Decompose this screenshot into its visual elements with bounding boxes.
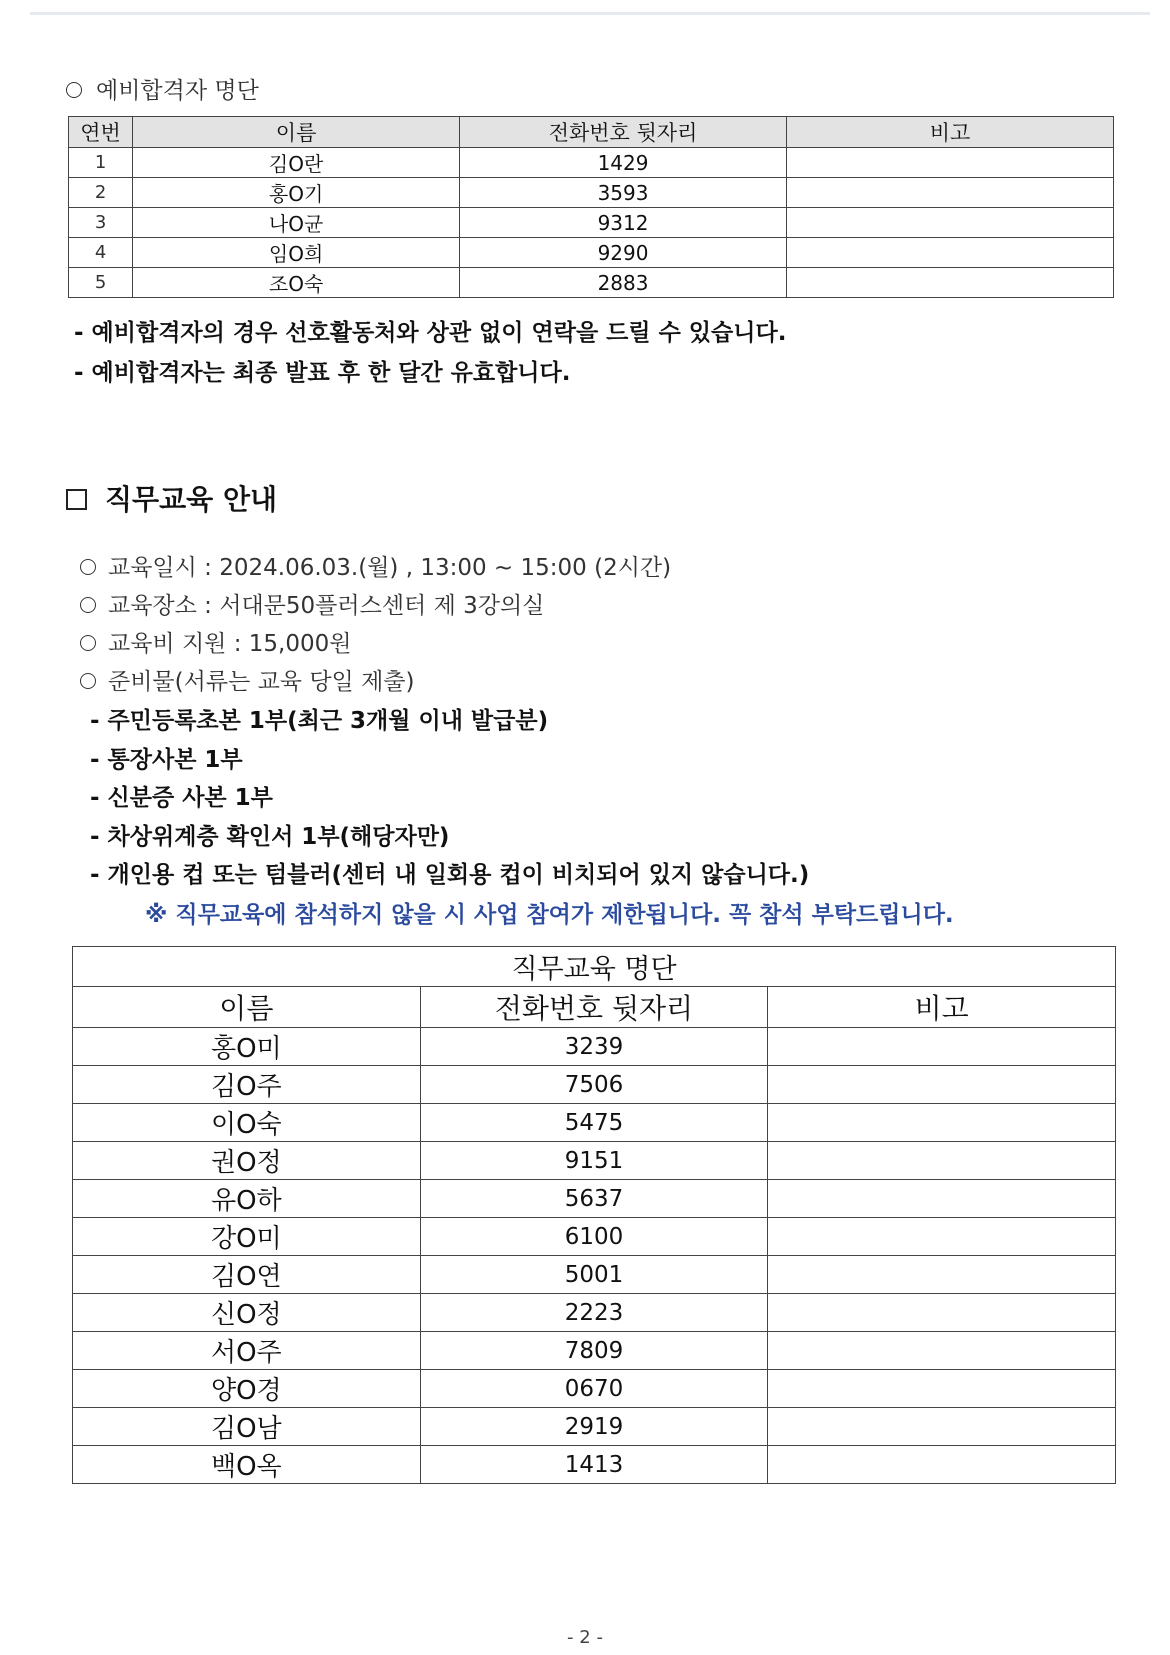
section-title-text: 직무교육 안내 <box>105 483 278 516</box>
info-item-fee <box>80 625 671 663</box>
row-phone: 3239 <box>420 1028 768 1066</box>
reserve-table-header <box>69 117 1114 148</box>
square-bullet-icon <box>66 489 87 510</box>
row-name: 조O숙 <box>133 268 460 298</box>
page-number: - 2 - <box>567 1627 603 1648</box>
column-header-phone: 전화번호 뒷자리 <box>460 117 787 148</box>
row-note <box>768 1180 1116 1218</box>
row-phone: 9312 <box>460 208 787 238</box>
column-header-note: 비고 <box>787 117 1114 148</box>
training-table <box>72 946 1116 1484</box>
row-note <box>768 1104 1116 1142</box>
row-name: 이O숙 <box>73 1104 421 1142</box>
table-row <box>69 148 1114 178</box>
table-row <box>69 208 1114 238</box>
row-phone: 5001 <box>420 1256 768 1294</box>
row-note <box>768 1370 1116 1408</box>
row-note <box>768 1028 1116 1066</box>
row-phone: 9151 <box>420 1142 768 1180</box>
reserve-note: - 예비합격자는 최종 발표 후 한 달간 유효합니다. <box>74 360 571 386</box>
row-number: 1 <box>69 148 133 178</box>
row-name: 홍O미 <box>73 1028 421 1066</box>
row-phone: 5637 <box>420 1180 768 1218</box>
row-name: 강O미 <box>73 1218 421 1256</box>
row-phone: 9290 <box>460 238 787 268</box>
column-header-note: 비고 <box>768 987 1116 1028</box>
column-header-name: 이름 <box>73 987 421 1028</box>
supply-item: - 차상위계층 확인서 1부(해당자만) <box>90 823 450 850</box>
info-text: 교육일시 : 2024.06.03.(월) , 13:00 ~ 15:00 (2시간) <box>108 555 672 581</box>
row-note <box>768 1294 1116 1332</box>
row-number: 2 <box>69 178 133 208</box>
table-row <box>69 268 1114 298</box>
column-header-name: 이름 <box>133 117 460 148</box>
table-row <box>73 1294 1116 1332</box>
row-name: 홍O기 <box>133 178 460 208</box>
row-note <box>787 208 1114 238</box>
supply-item: - 신분증 사본 1부 <box>90 785 273 811</box>
supply-item: - 주민등록초본 1부(최근 3개월 이내 발급분) <box>90 708 549 734</box>
row-phone: 3593 <box>460 178 787 208</box>
row-phone: 7809 <box>420 1332 768 1370</box>
row-phone: 1413 <box>420 1446 768 1484</box>
row-name: 백O옥 <box>73 1446 421 1484</box>
circle-bullet-icon <box>80 559 96 575</box>
reserve-notes <box>74 313 786 393</box>
row-phone: 7506 <box>420 1066 768 1104</box>
table-row <box>73 1066 1116 1104</box>
info-item-date <box>80 549 671 587</box>
attendance-warning: ※ 직무교육에 참석하지 않을 시 사업 참여가 제한됩니다. 꼭 참석 부탁드립니다. <box>145 902 954 928</box>
column-header-no: 연번 <box>69 117 133 148</box>
info-text: 교육비 지원 : 15,000원 <box>108 631 352 657</box>
reserve-heading-text: 예비합격자 명단 <box>96 78 259 104</box>
table-row <box>73 1218 1116 1256</box>
column-header-phone: 전화번호 뒷자리 <box>420 987 768 1028</box>
table-row <box>69 178 1114 208</box>
row-phone: 1429 <box>460 148 787 178</box>
circle-bullet-icon <box>80 673 96 689</box>
info-text: 교육장소 : 서대문50플러스센터 제 3강의실 <box>108 593 545 619</box>
row-note <box>768 1332 1116 1370</box>
circle-bullet-icon <box>80 597 96 613</box>
table-row <box>73 1028 1116 1066</box>
table-row <box>69 238 1114 268</box>
row-name: 김O연 <box>73 1256 421 1294</box>
reserve-heading <box>66 72 259 105</box>
row-name: 유O하 <box>73 1180 421 1218</box>
table-row <box>73 1104 1116 1142</box>
row-note <box>768 1256 1116 1294</box>
row-name: 서O주 <box>73 1332 421 1370</box>
reserve-note: - 예비합격자의 경우 선호활동처와 상관 없이 연락을 드릴 수 있습니다. <box>74 320 787 346</box>
row-phone: 5475 <box>420 1104 768 1142</box>
row-name: 나O균 <box>133 208 460 238</box>
info-item-location <box>80 587 671 625</box>
row-name: 임O희 <box>133 238 460 268</box>
info-item-supplies <box>80 663 671 701</box>
circle-bullet-icon <box>66 82 82 98</box>
top-border-line <box>30 12 1150 15</box>
row-phone: 2883 <box>460 268 787 298</box>
row-phone: 6100 <box>420 1218 768 1256</box>
supply-item: - 개인용 컵 또는 텀블러(센터 내 일회용 컵이 비치되어 있지 않습니다.) <box>90 862 810 888</box>
table-row <box>73 1408 1116 1446</box>
table-row <box>73 1180 1116 1218</box>
table-row <box>73 1446 1116 1484</box>
training-table-caption-row <box>73 947 1116 987</box>
table-row <box>73 1370 1116 1408</box>
row-note <box>787 178 1114 208</box>
row-note <box>787 238 1114 268</box>
circle-bullet-icon <box>80 635 96 651</box>
training-info-list <box>80 549 671 701</box>
row-name: 김O남 <box>73 1408 421 1446</box>
row-phone: 2919 <box>420 1408 768 1446</box>
row-note <box>768 1218 1116 1256</box>
training-table-header <box>73 987 1116 1028</box>
row-number: 3 <box>69 208 133 238</box>
row-number: 5 <box>69 268 133 298</box>
reserve-table <box>68 116 1114 298</box>
row-name: 김O주 <box>73 1066 421 1104</box>
row-note <box>787 148 1114 178</box>
row-number: 4 <box>69 238 133 268</box>
section-title <box>66 478 277 518</box>
row-name: 권O정 <box>73 1142 421 1180</box>
table-row <box>73 1256 1116 1294</box>
training-table-caption: 직무교육 명단 <box>73 947 1116 987</box>
row-note <box>768 1446 1116 1484</box>
table-row <box>73 1332 1116 1370</box>
row-note <box>768 1066 1116 1104</box>
table-row <box>73 1142 1116 1180</box>
row-phone: 2223 <box>420 1294 768 1332</box>
row-phone: 0670 <box>420 1370 768 1408</box>
supply-item: - 통장사본 1부 <box>90 746 243 773</box>
row-name: 김O란 <box>133 148 460 178</box>
row-name: 양O경 <box>73 1370 421 1408</box>
supplies-list <box>90 702 809 895</box>
row-name: 신O정 <box>73 1294 421 1332</box>
row-note <box>768 1142 1116 1180</box>
row-note <box>787 268 1114 298</box>
row-note <box>768 1408 1116 1446</box>
info-text: 준비물(서류는 교육 당일 제출) <box>108 669 415 695</box>
